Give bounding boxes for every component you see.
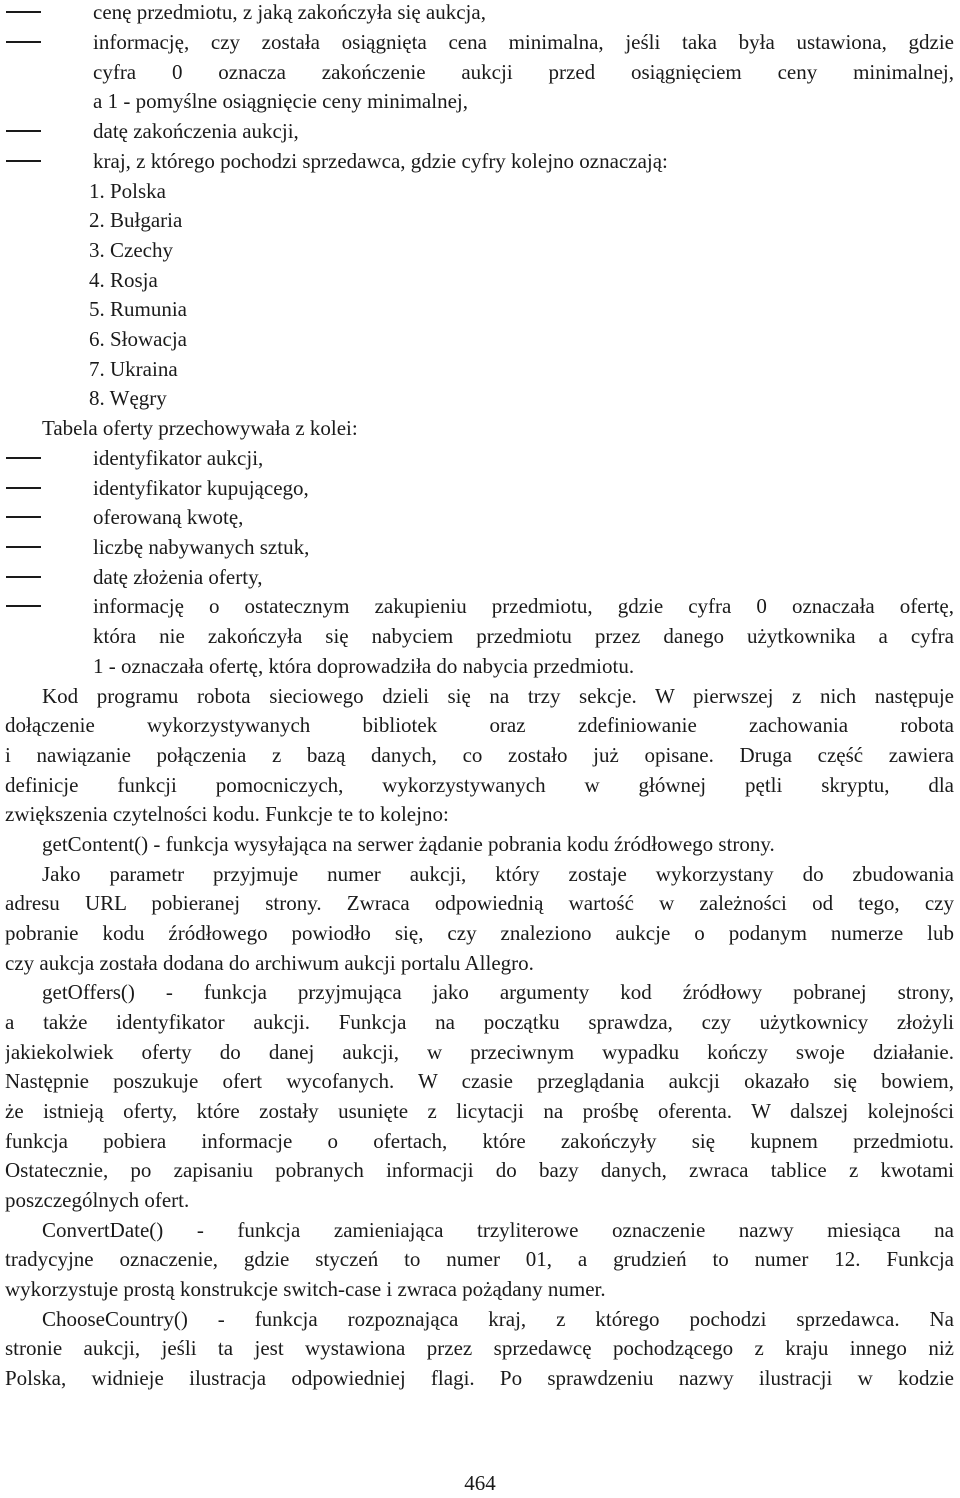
dash-bullet-icon [6,487,41,489]
list-item-continuation: która nie zakończyła się nabyciem przedmiotu przez danego użytkownika a cyfra [93,624,954,648]
paragraph-line: getContent() - funkcja wysyłająca na serwer żądanie pobrania kodu źródłowego strony. [42,832,775,856]
paragraph-line: że istnieją oferty, które zostały usunięte z licytacji na prośbę oferenta. W dalszej kolejności [5,1099,954,1123]
country-item: 7. Ukraina [89,357,178,381]
list-item: identyfikator aukcji, [5,443,954,473]
list-item: liczbę nabywanych sztuk, [5,532,954,562]
dash-bullet-icon [6,130,41,132]
paragraph-line: dołączenie wykorzystywanych bibliotek oraz zdefiniowanie zachowania robota [5,713,954,737]
paragraph-line: funkcja pobiera informacje o ofertach, które zakończyły się kupnem przedmiotu. [5,1129,954,1153]
dash-bullet-icon [6,11,41,13]
paragraph-line: wykorzystuje prostą konstrukcje switch-case i zwraca pożądany numer. [5,1277,606,1301]
paragraph-line: poszczególnych ofert. [5,1188,190,1212]
paragraph-line: Tabela oferty przechowywała z kolei: [42,416,358,440]
paragraph-line: ChooseCountry() - funkcja rozpoznająca kraj, z którego pochodzi sprzedawca. Na [42,1307,954,1331]
list-item-continuation: cyfra 0 oznacza zakończenie aukcji przed osiągnięciem ceny minimalnej, [93,60,954,84]
paragraph-line: Jako parametr przyjmuje numer aukcji, który zostaje wykorzystany do zbudowania [42,862,954,886]
country-item: 5. Rumunia [89,297,187,321]
paragraph-line: i nawiązanie połączenia z bazą danych, co zostało już opisane. Druga część zawiera [5,743,954,767]
dash-bullet-icon [6,546,41,548]
list-item-continuation: a 1 - pomyślne osiągnięcie ceny minimalnej, [93,89,468,113]
paragraph-line: jakiekolwiek oferty do danej aukcji, w przeciwnym wypadku kończy swoje działanie. [5,1040,954,1064]
list-item: informację o ostatecznym zakupieniu przedmiotu, gdzie cyfra 0 oznaczała ofertę, [5,591,954,621]
dash-bullet-icon [6,516,41,518]
dash-bullet-icon [6,605,41,607]
country-item: 6. Słowacja [89,327,187,351]
paragraph-line: adresu URL pobieranej strony. Zwraca odpowiednią wartość w zależności od tego, czy [5,891,954,915]
list-item: datę złożenia oferty, [5,562,954,592]
country-item: 4. Rosja [89,268,158,292]
dash-bullet-icon [6,576,41,578]
paragraph-line: getOffers() - funkcja przyjmująca jako argumenty kod źródłowy pobranej strony, [42,980,954,1004]
dash-bullet-icon [6,160,41,162]
dash-bullet-icon [6,41,41,43]
paragraph-line: Polska, widnieje ilustracja odpowiedniej flagi. Po sprawdzeniu nazwy ilustracji w kodzie [5,1366,954,1390]
country-item: 2. Bułgaria [89,208,183,232]
country-item: 1. Polska [89,179,167,203]
country-item: 8. Węgry [89,386,167,410]
paragraph-line: tradycyjne oznaczenie, gdzie styczeń to numer 01, a grudzień to numer 12. Funkcja [5,1247,954,1271]
paragraph-line: Kod programu robota sieciowego dzieli się na trzy sekcje. W pierwszej z nich następuje [42,684,954,708]
paragraph-line: stronie aukcji, jeśli ta jest wystawiona przez sprzedawcę pochodzącego z kraju innego niż [5,1336,954,1360]
paragraph-line: pobranie kodu źródłowego powiodło się, czy znaleziono aukcje o podanym numerze lub [5,921,954,945]
page-number: 464 [464,1471,496,1495]
dash-bullet-icon [6,457,41,459]
list-item: kraj, z którego pochodzi sprzedawca, gdzie cyfry kolejno oznaczają: [5,146,954,176]
list-item: cenę przedmiotu, z jaką zakończyła się aukcja, [5,0,954,27]
list-item: informację, czy została osiągnięta cena minimalna, jeśli taka była ustawiona, gdzie [5,27,954,57]
paragraph-line: definicje funkcji pomocniczych, wykorzystywanych w głównej pętli skryptu, dla [5,773,954,797]
paragraph-line: ConvertDate() - funkcja zamieniająca trzyliterowe oznaczenie nazwy miesiąca na [42,1218,954,1242]
paragraph-line: zwiększenia czytelności kodu. Funkcje te to kolejno: [5,802,449,826]
country-item: 3. Czechy [89,238,173,262]
list-item-continuation: 1 - oznaczała ofertę, która doprowadziła do nabycia przedmiotu. [93,654,635,678]
list-item: datę zakończenia aukcji, [5,116,954,146]
list-item: oferowaną kwotę, [5,502,954,532]
paragraph-line: czy aukcja została dodana do archiwum aukcji portalu Allegro. [5,951,534,975]
paragraph-line: a także identyfikator aukcji. Funkcja na początku sprawdza, czy użytkownicy złożyli [5,1010,954,1034]
paragraph-line: Ostatecznie, po zapisaniu pobranych informacji do bazy danych, zwraca tablice z kwotami [5,1158,954,1182]
list-item: identyfikator kupującego, [5,473,954,503]
paragraph-line: Następnie poszukuje ofert wycofanych. W czasie przeglądania aukcji okazało się bowiem, [5,1069,954,1093]
